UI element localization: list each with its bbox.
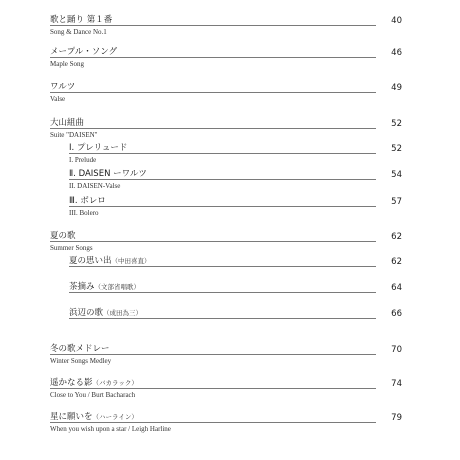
entry-subtitle: II. DAISEN-Valse — [69, 182, 121, 190]
entry-subtitle: I. Prelude — [69, 156, 97, 164]
entry-title — [50, 376, 138, 388]
entry-page-number: 52 — [391, 144, 402, 154]
entry-title — [69, 194, 106, 206]
entry-title-text: ワルツ — [50, 82, 76, 92]
entry-title — [50, 342, 110, 354]
entry-title-text: 茶摘み — [69, 282, 95, 292]
entry-subtitle: III. Bolero — [69, 209, 99, 217]
entry-title — [50, 80, 75, 92]
entry-page-number: 57 — [391, 197, 402, 207]
entry-rule — [69, 153, 376, 154]
entry-rule — [50, 25, 376, 26]
entry-page-number: 62 — [391, 257, 402, 267]
entry-rule — [50, 57, 376, 58]
entry-title — [69, 141, 127, 153]
entry-page-number: 49 — [391, 83, 402, 93]
entry-title-text: 歌と踊り 第１番 — [50, 15, 113, 25]
entry-subtitle: Summer Songs — [50, 244, 93, 252]
entry-title — [50, 45, 117, 57]
entry-title — [69, 306, 142, 318]
entry-rule — [50, 354, 376, 355]
entry-subtitle: Winter Songs Medley — [50, 357, 112, 365]
entry-title-text: 浜辺の歌 — [69, 308, 104, 318]
entry-page-number: 54 — [391, 170, 402, 180]
entry-page-number: 70 — [391, 345, 402, 355]
entry-rule — [50, 388, 376, 389]
entry-title-text: 夏の思い出 — [69, 256, 112, 266]
entry-subtitle: Maple Song — [50, 60, 85, 68]
entry-title-text: 遥かなる影 — [50, 378, 93, 388]
entry-title-text: 星に願いを — [50, 412, 93, 422]
entry-page-number: 46 — [391, 48, 402, 58]
entry-rule — [50, 128, 376, 129]
entry-title-text: 冬の歌メドレー — [50, 344, 110, 354]
entry-title-text: Ⅲ. ボレロ — [69, 196, 106, 206]
entry-subtitle: Suite "DAISEN" — [50, 131, 98, 139]
entry-title-text: メープル・ソング — [50, 47, 118, 57]
entry-title — [50, 13, 112, 25]
entry-page-number: 79 — [391, 413, 402, 423]
entry-rule — [50, 92, 376, 93]
entry-rule — [69, 292, 376, 293]
entry-subtitle: Valse — [50, 95, 66, 103]
entry-subtitle: When you wish upon a star / Leigh Harline — [50, 425, 171, 433]
entry-rule — [69, 266, 376, 267]
entry-note: （中田喜直） — [111, 257, 151, 265]
entry-title-text: Ⅱ. DAISEN ーワルツ — [69, 169, 147, 179]
entry-subtitle: Song & Dance No.1 — [50, 28, 107, 36]
entry-note: （文部省唱歌） — [94, 283, 141, 291]
entry-rule — [50, 241, 376, 242]
entry-page-number: 62 — [391, 232, 402, 242]
entry-page-number: 66 — [391, 309, 402, 319]
entry-page-number: 40 — [391, 16, 402, 26]
entry-title-text: 大山組曲 — [50, 118, 85, 128]
entry-rule — [69, 206, 376, 207]
entry-page-number: 74 — [391, 379, 402, 389]
entry-page-number: 52 — [391, 119, 402, 129]
entry-title — [69, 254, 151, 266]
entry-subtitle: Close to You / Burt Bacharach — [50, 391, 136, 399]
entry-title — [69, 280, 140, 292]
entry-title — [50, 229, 76, 241]
entry-note: （成田為三） — [103, 309, 143, 317]
entry-page-number: 64 — [391, 283, 402, 293]
entry-title — [69, 167, 147, 179]
entry-title-text: 夏の歌 — [50, 231, 76, 241]
entry-title — [50, 410, 138, 422]
entry-title-text: Ⅰ. プレリュード — [69, 143, 128, 153]
entry-rule — [69, 318, 376, 319]
entry-note: （ハーライン） — [92, 413, 138, 421]
entry-note: （バカラック） — [92, 379, 138, 387]
entry-rule — [50, 422, 376, 423]
entry-title — [50, 116, 84, 128]
entry-rule — [69, 179, 376, 180]
